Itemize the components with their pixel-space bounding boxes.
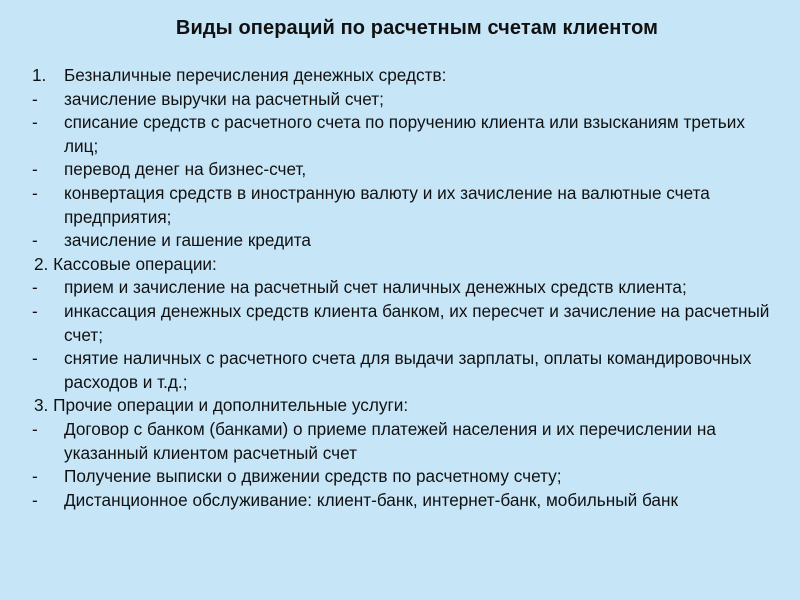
list-item-text: зачисление выручки на расчетный счет; [64, 88, 384, 109]
section-1-heading-text: Безналичные перечисления денежных средств: [64, 65, 447, 85]
list-item-text: зачисление и гашение кредита [64, 230, 311, 251]
list-item [34, 300, 774, 347]
dash-bullet: - [32, 182, 38, 203]
list-item [34, 88, 774, 112]
dash-bullet: - [32, 88, 38, 109]
list-item [34, 182, 774, 229]
list-item-text: Дистанционное обслуживание: клиент-банк, интернет-банк, мобильный банк [64, 489, 678, 510]
list-item [34, 229, 774, 253]
list-item-text: прием и зачисление на расчетный счет наличных денежных средств клиента; [64, 277, 687, 298]
list-item-text: конвертация средств в иностранную валюту и их зачисление на валютные счета предприятия; [64, 182, 710, 227]
dash-bullet: - [32, 230, 38, 251]
list-item [34, 418, 774, 465]
section-3-heading: 3. Прочие операции и дополнительные услуги: [34, 395, 409, 416]
dash-bullet: - [32, 300, 38, 321]
list-item [34, 158, 774, 182]
dash-bullet: - [32, 418, 38, 439]
content-list [34, 64, 774, 512]
section-1-number: 1. [32, 65, 47, 85]
list-item [34, 276, 774, 300]
slide-title: Виды операций по расчетным счетам клиентом [175, 17, 659, 39]
section-2-heading: 2. Кассовые операции: [34, 253, 217, 274]
dash-bullet: - [32, 112, 38, 133]
list-item-text: Договор с банком (банками) о приеме платежей населения и их перечислении на указанный клиентом расчетный счет [64, 418, 716, 463]
list-item [34, 111, 774, 158]
list-item [34, 347, 774, 394]
list-item-text: инкассация денежных средств клиента банком, их пересчет и зачисление на расчетный счет; [64, 300, 770, 345]
list-item [34, 489, 774, 513]
list-item [34, 465, 774, 489]
list-item-text: перевод денег на бизнес-счет, [64, 159, 307, 180]
dash-bullet: - [32, 489, 38, 510]
dash-bullet: - [32, 159, 38, 180]
list-item-text: снятие наличных с расчетного счета для выдачи зарплаты, оплаты командировочных расходов и т.д.; [64, 348, 752, 392]
dash-bullet: - [32, 348, 38, 369]
section-1-heading [34, 64, 774, 88]
list-item-text: Получение выписки о движении средств по расчетному счету; [64, 466, 562, 487]
list-item-text: списание средств с расчетного счета по поручению клиента или взысканиям третьих лиц; [64, 112, 745, 156]
dash-bullet: - [32, 277, 38, 298]
dash-bullet: - [32, 466, 38, 487]
